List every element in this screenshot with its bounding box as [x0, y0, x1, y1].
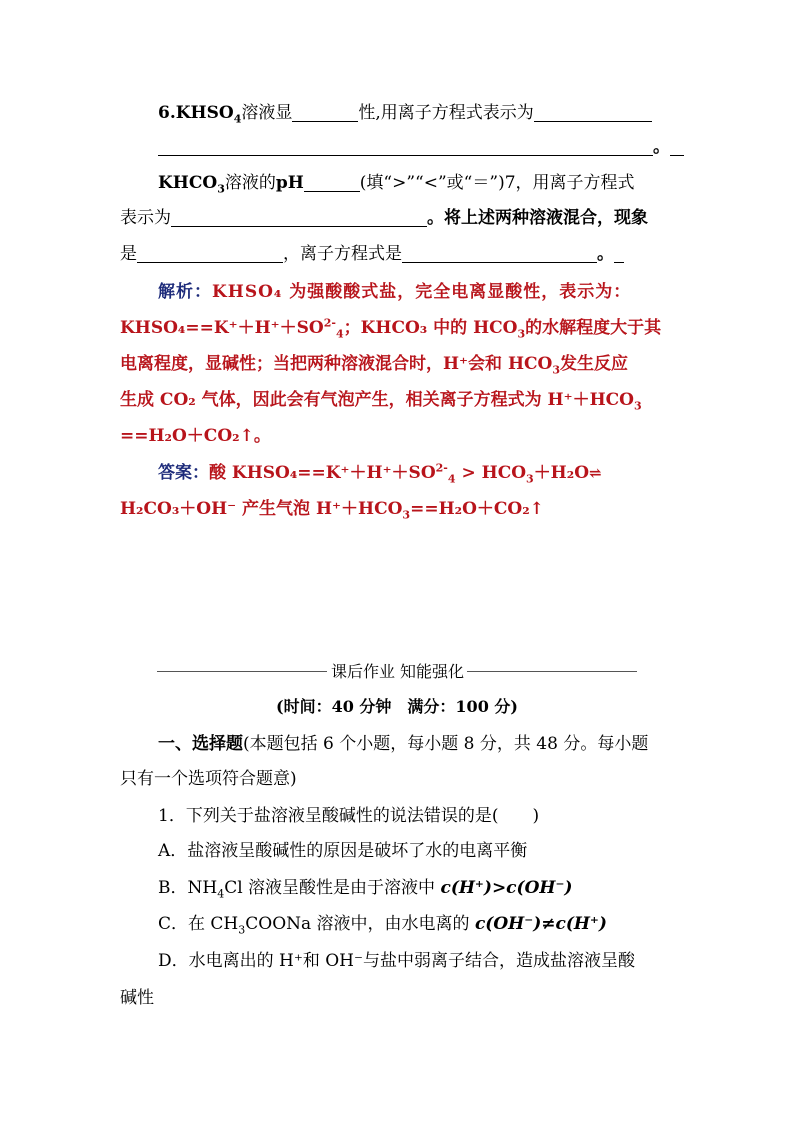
divider-right: [467, 671, 637, 672]
q6-line-1: [158, 100, 652, 126]
answer-line-2: [120, 496, 544, 522]
q6-blank-7[interactable]: [402, 242, 597, 263]
q1-option-c[interactable]: [158, 911, 607, 937]
analysis-line-1: [158, 279, 631, 305]
analysis-line-2: [120, 315, 661, 341]
answer-line-1: [158, 460, 601, 486]
option-b-text-2: Cl 溶液呈酸性是由于溶液中: [224, 878, 441, 898]
q6-blank-7-tail: [614, 242, 624, 263]
q6-blank-1[interactable]: [292, 101, 358, 122]
q6-line-5-text: 是: [120, 244, 137, 264]
section-heading-desc: (本题包括 6 个小题，每小题 8 分，共 48 分。每小题: [243, 734, 649, 754]
answer-sulfate-charge: 2-: [435, 461, 448, 475]
q6-formula-subscript: 4: [233, 112, 242, 126]
q6-period: 。: [653, 137, 670, 157]
analysis-text-2a: KHSO₄==K⁺＋H⁺＋SO: [120, 318, 324, 338]
option-c-expression: c(OH⁻)≠c(H⁺): [474, 914, 607, 934]
answer-label: 答案: [158, 463, 192, 483]
q6-line-5-text-2: ，离子方程式是: [283, 244, 402, 264]
q6-line-4-text: 表示为: [120, 208, 171, 228]
ch3-subscript: 3: [238, 923, 246, 937]
q1-option-d-cont: 碱性: [120, 988, 154, 1008]
hco3-subscript-2: 3: [552, 363, 561, 377]
analysis-label: 解析: [158, 282, 194, 302]
q1-stem: 1．下列关于盐溶液呈酸碱性的说法错误的是( ): [158, 806, 540, 826]
section-heading: 一、选择题: [158, 734, 243, 754]
q6-text: 溶液显: [241, 103, 293, 123]
q1-option-a[interactable]: A．盐溶液呈酸碱性的原因是破坏了水的电离平衡: [158, 841, 528, 861]
option-b-text: B．NH: [158, 878, 218, 898]
q6-blank-6[interactable]: [137, 242, 283, 263]
answer-text-1b: > HCO: [455, 463, 527, 483]
answer-hco3-subscript-2: 3: [402, 508, 411, 522]
q6-blank-4[interactable]: [304, 171, 360, 192]
hco3-subscript-3: 3: [633, 399, 642, 413]
q6-line-3-text-2: (填“>”“<”或“＝”)7，用离子方程式: [359, 173, 635, 193]
section-heading-line-2: [120, 766, 297, 792]
q6-text-2: 性,用离子方程式表示为: [358, 103, 534, 123]
khco3-subscript: 3: [217, 182, 225, 196]
answer-colon: ：: [192, 463, 209, 483]
divider-left: [157, 671, 327, 672]
answer-hco3-subscript: 3: [526, 472, 534, 486]
q6-blank-3[interactable]: [158, 135, 653, 156]
khco3-formula: KHCO: [158, 173, 218, 193]
option-c-text: C．在 CH: [158, 914, 239, 934]
q1-option-b[interactable]: [158, 875, 572, 901]
ph-label: pH: [275, 173, 304, 193]
q6-line-5: [120, 241, 624, 267]
q6-number: 6.: [158, 103, 176, 123]
option-c-text-2: COONa 溶液中，由水电离的: [245, 914, 475, 934]
q6-line-3-text: 溶液的: [224, 173, 276, 193]
analysis-text-2c: 的水解程度大于其: [525, 318, 662, 338]
q6-line-3: [158, 170, 635, 196]
time-limit: (时间：40 分钟 满分：100 分): [276, 697, 518, 716]
q1-option-d[interactable]: D．水电离出的 H⁺和 OH⁻与盐中弱离子结合，造成盐溶液呈酸: [158, 951, 635, 971]
q6-line-2: [158, 134, 684, 160]
answer-text-1a: 酸 KHSO₄==K⁺＋H⁺＋SO: [209, 463, 436, 483]
answer-sulfate-subscript: 4: [447, 472, 456, 486]
section-title: 课后作业 知能强化: [330, 662, 465, 681]
q6-line-4: [120, 205, 648, 231]
analysis-line-5: [120, 423, 271, 449]
analysis-text-3: 电离程度，显碱性；当把两种溶液混合时，H⁺会和 HCO: [120, 354, 553, 374]
analysis-text-3b: 发生反应: [560, 354, 629, 374]
q6-formula: KHSO: [175, 103, 234, 123]
answer-text-2b: ==H₂O＋CO₂↑: [410, 499, 544, 519]
q6-blank-5[interactable]: [171, 206, 427, 227]
analysis-text-2b: ；KHCO₃ 中的 HCO: [343, 318, 518, 338]
analysis-line-4: [120, 387, 642, 413]
analysis-line-3: [120, 351, 628, 377]
section-heading-line-1: [158, 731, 648, 757]
q6-line-4-text-2: 。将上述两种溶液混合，现象: [427, 208, 648, 228]
q6-line-5-end: 。: [597, 244, 614, 264]
analysis-text-5: ==H₂O＋CO₂↑。: [120, 426, 271, 446]
analysis-text-4: 生成 CO₂ 气体，因此会有气泡产生，相关离子方程式为 H⁺＋HCO: [120, 390, 634, 410]
q6-blank-2[interactable]: [534, 101, 652, 122]
equilibrium-arrow-icon: ⇌: [589, 464, 601, 482]
analysis-colon: ：: [194, 282, 212, 302]
sulfate-subscript: 4: [335, 327, 344, 341]
answer-text-2: H₂CO₃＋OH⁻ 产生气泡 H⁺＋HCO: [120, 499, 403, 519]
nh4-subscript: 4: [217, 887, 225, 901]
q6-blank-3-tail: [670, 135, 684, 156]
section-heading-desc-2: 只有一个选项符合题意): [120, 769, 297, 789]
option-b-expression: c(H⁺)>c(OH⁻): [440, 878, 573, 898]
sulfate-charge: 2-: [323, 316, 336, 330]
answer-text-1c: ＋H₂O: [533, 463, 590, 483]
hco3-subscript: 3: [517, 327, 526, 341]
analysis-text-1: KHSO₄ 为强酸酸式盐，完全电离显酸性，表示为：: [212, 282, 632, 302]
